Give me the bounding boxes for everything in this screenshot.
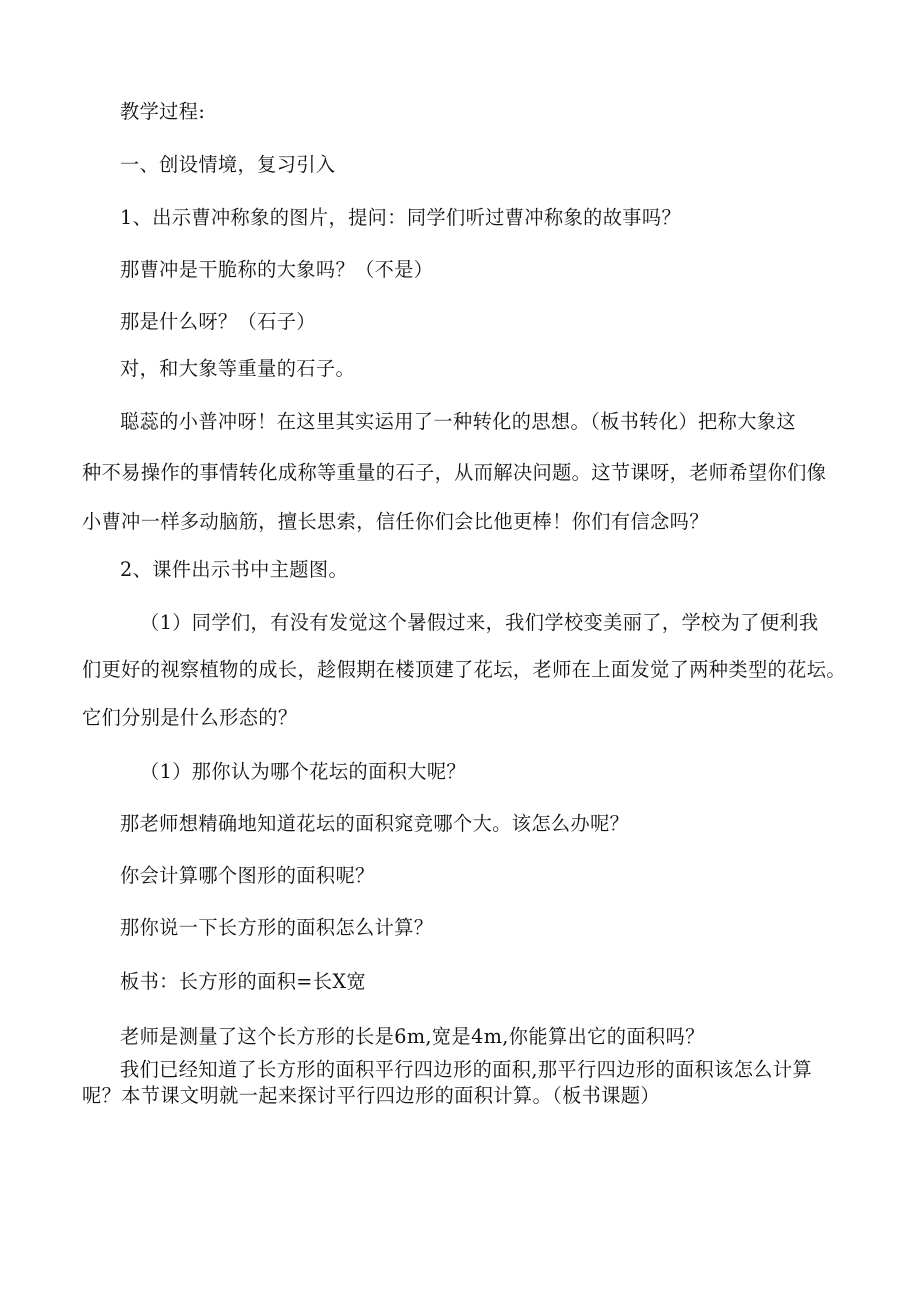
section-title: 一、创设情境，复习引入 [120, 153, 336, 176]
item1-paragraph-line-1: 聪蕊的小普冲呀！在这里其实运用了一种转化的思想。（板书转化）把称大象这 [120, 410, 796, 433]
item1-paragraph-line-2: 种不易操作的事情转化成称等重量的石子，从而解决问题。这节课呀，老师希望你们像 [82, 461, 827, 484]
item2-question-5: 那你说一下长方形的面积怎么计算？ [120, 916, 434, 939]
closing-line-2: 呢？本节课文明就一起来探讨平行四边形的面积计算。（板书课题） [82, 1084, 661, 1107]
heading: 教学过程: [120, 100, 206, 123]
item1-question-1: 那曹冲是干脆称的大象吗？（不是） [120, 258, 434, 281]
item2-sub1-line-1: （1）同学们，有没有发觉这个暑假过来，我们学校变美丽了，学校为了便利我 [140, 611, 819, 634]
board-writing: 板书：长方形的面积=长X宽 [120, 970, 366, 993]
item2-question-6: 老师是测量了这个长方形的长是6m,宽是4m,你能算出它的面积吗？ [120, 1025, 705, 1048]
item2-sub2: （1）那你认为哪个花坛的面积大呢？ [140, 760, 467, 783]
item2-sub1-line-2: 们更好的视察植物的成长，趁假期在楼顶建了花坛，老师在上面发觉了两种类型的花坛。 [82, 658, 846, 681]
item2-prompt: 2、课件出示书中主题图。 [120, 558, 349, 581]
item1-paragraph-line-3: 小曹冲一样多动脑筋，擅长思索，信任你们会比他更棒！你们有信念吗？ [82, 510, 709, 533]
item2-sub1-line-3: 它们分别是什么形态的？ [82, 706, 298, 729]
item2-question-3: 那老师想精确地知道花坛的面积窕竞哪个大。该怎么办呢？ [120, 812, 630, 835]
item1-prompt: 1、出示曹冲称象的图片，提问：同学们听过曹冲称象的故事吗？ [120, 206, 682, 229]
closing-line-1: 我们已经知道了长方形的面积平行四边形的面积,那平行四边形的面积该怎么计算 [120, 1058, 813, 1081]
item2-question-4: 你会计算哪个图形的面积呢？ [120, 864, 375, 887]
item1-answer: 对，和大象等重量的石子。 [120, 357, 356, 380]
item1-question-2: 那是什么呀？（石子） [120, 310, 316, 333]
